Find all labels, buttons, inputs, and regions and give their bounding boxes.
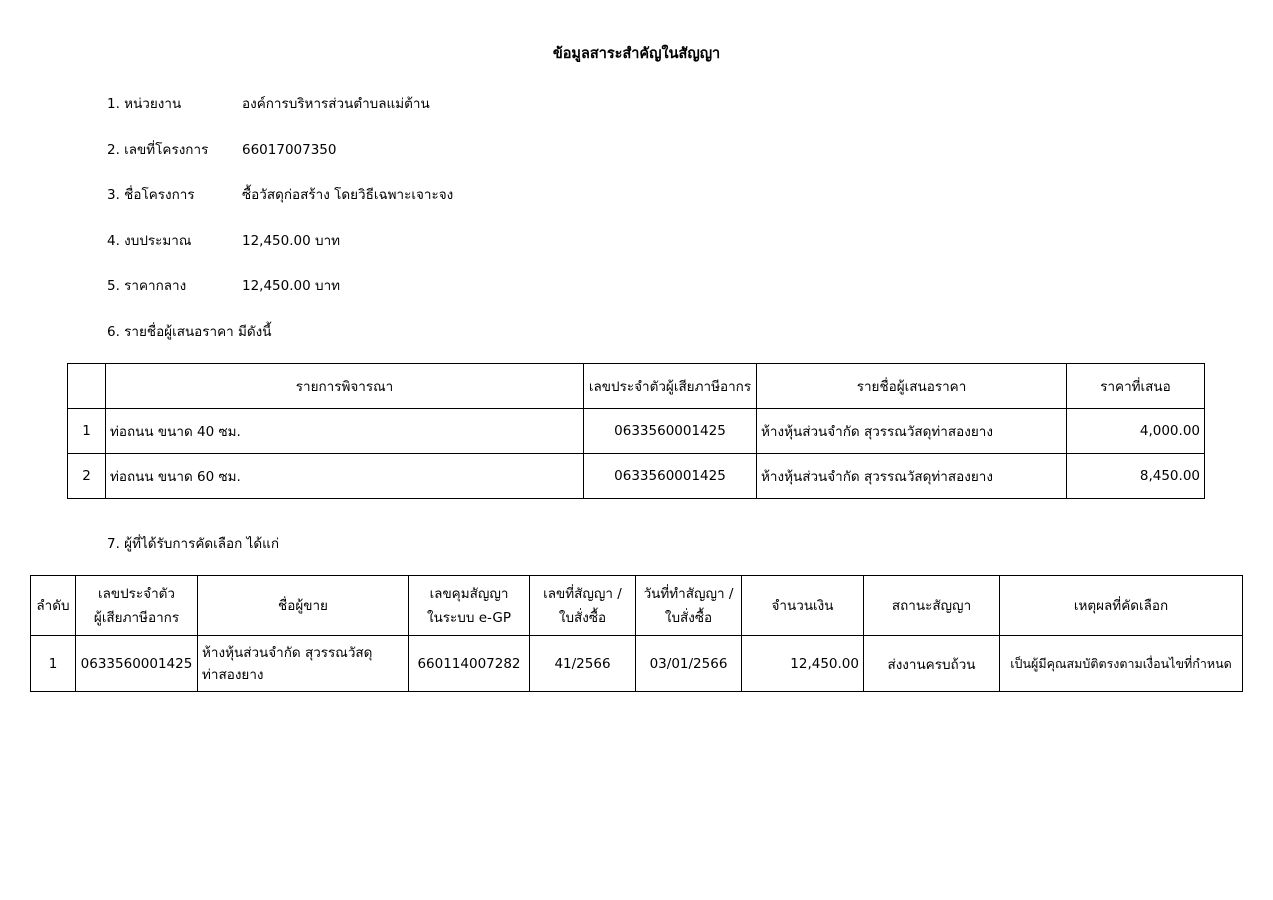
header-amount: [742, 576, 864, 636]
field-value: องค์การบริหารส่วนตำบลแม่ต้าน: [242, 96, 430, 112]
table-header-row: [31, 576, 1243, 636]
field-median-price: [107, 275, 341, 297]
header-text: ในระบบ e-GP: [426, 609, 512, 626]
cell-index: 2: [68, 454, 106, 499]
header-text: จำนวนเงิน: [771, 597, 834, 614]
cell-tax-id: 0633560001425: [76, 636, 198, 692]
cell-item: ท่อถนน ขนาด 40 ซม.: [106, 409, 584, 454]
header-index: [68, 364, 106, 409]
cell-seller-name: ห้างหุ้นส่วนจำกัด สุวรรณวัสดุท่าสองยาง: [198, 636, 409, 692]
header-text: สถานะสัญญา: [891, 597, 972, 614]
field-value: 66017007350: [242, 142, 337, 158]
document-title: ข้อมูลสาระสำคัญในสัญญา: [552, 46, 721, 62]
header-egp-control-number: [409, 576, 530, 636]
header-text: ใบสั่งซื้อ: [558, 609, 607, 626]
field-value: 12,450.00 บาท: [242, 233, 341, 249]
header-item: รายการพิจารณา: [106, 364, 584, 409]
cell-bidder-name: ห้างหุ้นส่วนจำกัด สุวรรณวัสดุท่าสองยาง: [757, 409, 1067, 454]
header-bidder-name: รายชื่อผู้เสนอราคา: [757, 364, 1067, 409]
bidders-table: [67, 363, 1205, 499]
section-bidders-heading: 6. รายชื่อผู้เสนอราคา มีดังนี้: [107, 324, 272, 340]
header-text: ชื่อผู้ขาย: [278, 597, 328, 614]
field-project-number: [107, 139, 337, 161]
header-text: เลขคุมสัญญา: [429, 585, 509, 602]
table-row: [68, 409, 1205, 454]
field-label: 4. งบประมาณ: [107, 233, 192, 249]
header-text: เลขที่สัญญา /: [543, 585, 622, 602]
cell-egp-control-number: 660114007282: [409, 636, 530, 692]
field-label: 2. เลขที่โครงการ: [107, 142, 209, 158]
header-text: ผู้เสียภาษีอากร: [93, 609, 180, 626]
field-label: 1. หน่วยงาน: [107, 96, 182, 112]
header-tax-id: [76, 576, 198, 636]
header-contract-number: [530, 576, 636, 636]
field-label: 5. ราคากลาง: [107, 278, 187, 294]
field-label: 3. ชื่อโครงการ: [107, 187, 195, 203]
cell-contract-status: ส่งงานครบถ้วน: [864, 636, 1000, 692]
cell-contract-date: 03/01/2566: [636, 636, 742, 692]
cell-order: 1: [31, 636, 76, 692]
field-budget: [107, 230, 341, 252]
cell-index: 1: [68, 409, 106, 454]
header-order: [31, 576, 76, 636]
field-value: ซื้อวัสดุก่อสร้าง โดยวิธีเฉพาะเจาะจง: [242, 187, 454, 203]
cell-selection-reason: เป็นผู้มีคุณสมบัติตรงตามเงื่อนไขที่กำหนด: [1000, 636, 1243, 692]
cell-tax-id: 0633560001425: [584, 409, 757, 454]
field-value: 12,450.00 บาท: [242, 278, 341, 294]
cell-offered-price: 4,000.00: [1067, 409, 1205, 454]
field-agency: [107, 93, 430, 115]
table-row: [68, 454, 1205, 499]
cell-amount: 12,450.00: [742, 636, 864, 692]
header-contract-date: [636, 576, 742, 636]
cell-contract-number: 41/2566: [530, 636, 636, 692]
table-header-row: [68, 364, 1205, 409]
header-tax-id: เลขประจำตัวผู้เสียภาษีอากร: [584, 364, 757, 409]
cell-item: ท่อถนน ขนาด 60 ซม.: [106, 454, 584, 499]
cell-offered-price: 8,450.00: [1067, 454, 1205, 499]
header-offered-price: ราคาที่เสนอ: [1067, 364, 1205, 409]
table-row: [31, 636, 1243, 692]
header-text: เหตุผลที่คัดเลือก: [1073, 597, 1169, 614]
section-winner-heading: 7. ผู้ที่ได้รับการคัดเลือก ได้แก่: [107, 536, 280, 552]
header-text: ลำดับ: [36, 597, 70, 614]
field-project-name: [107, 184, 454, 206]
header-selection-reason: [1000, 576, 1243, 636]
header-seller-name: [198, 576, 409, 636]
header-text: วันที่ทำสัญญา /: [643, 585, 734, 602]
header-text: ใบสั่งซื้อ: [664, 609, 713, 626]
header-text: เลขประจำตัว: [97, 585, 176, 602]
winner-table: [30, 575, 1243, 692]
cell-bidder-name: ห้างหุ้นส่วนจำกัด สุวรรณวัสดุท่าสองยาง: [757, 454, 1067, 499]
cell-tax-id: 0633560001425: [584, 454, 757, 499]
header-contract-status: [864, 576, 1000, 636]
